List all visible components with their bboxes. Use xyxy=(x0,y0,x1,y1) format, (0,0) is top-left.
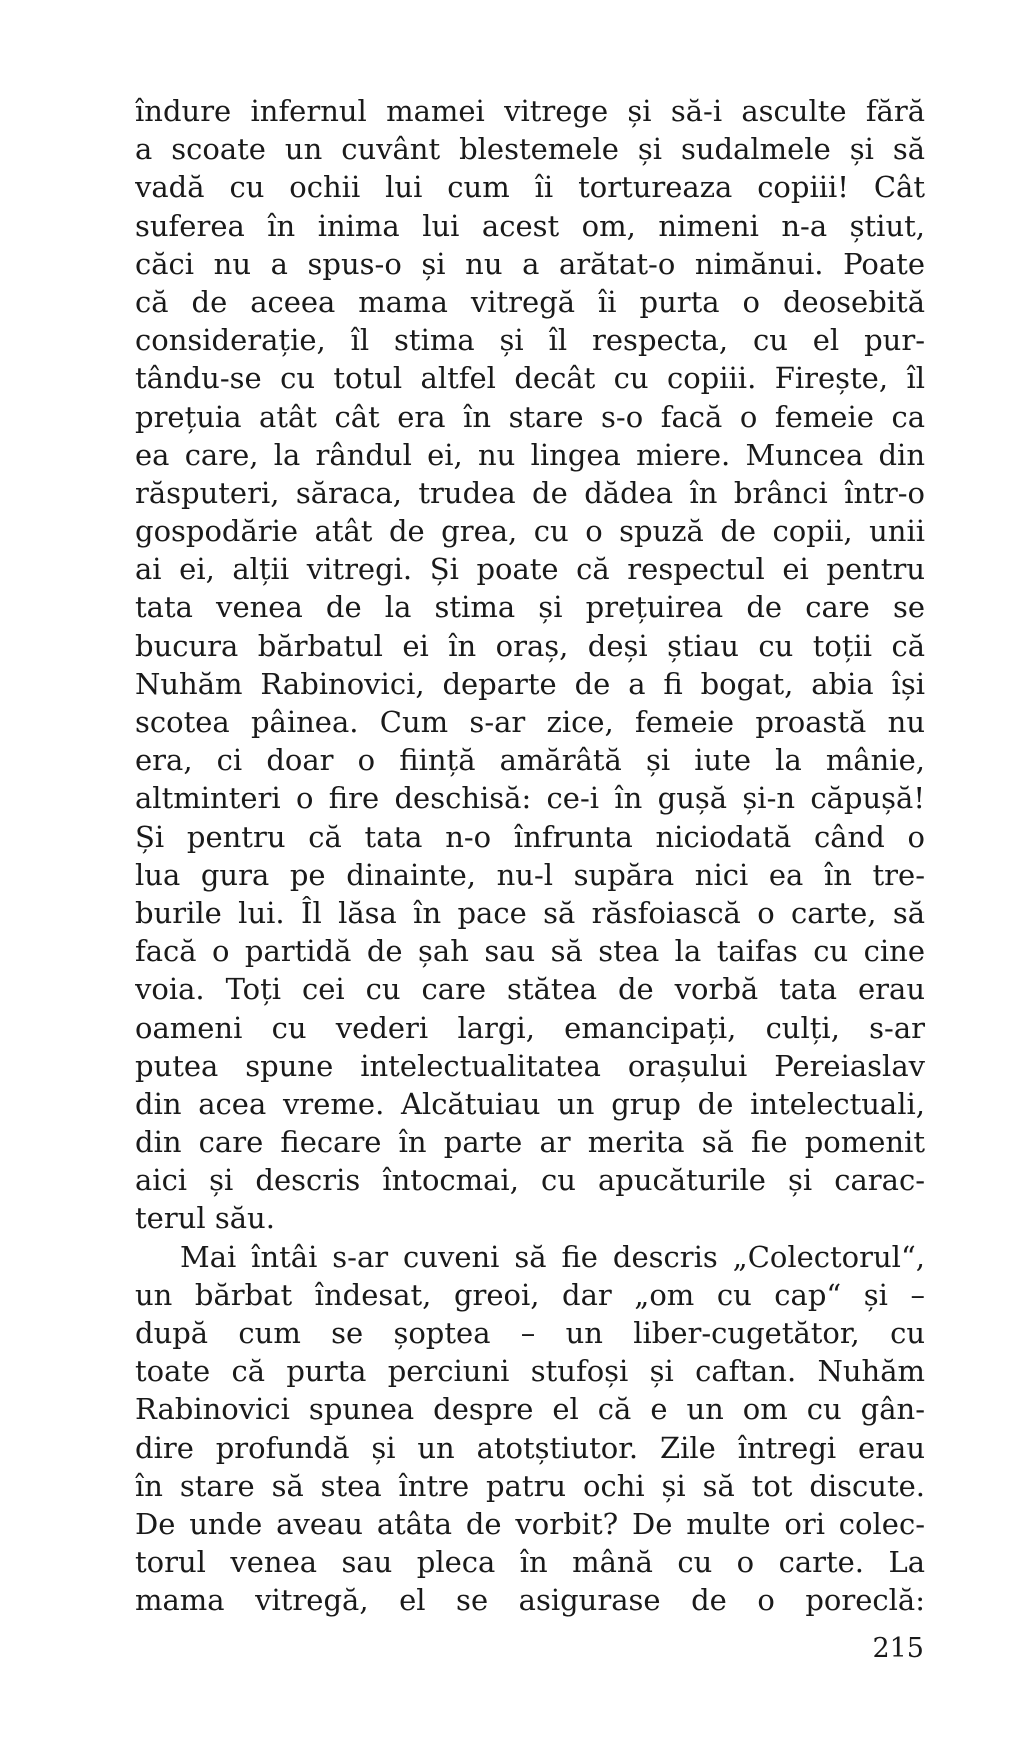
text-line: că de aceea mama vitregă îi purta o deosebită xyxy=(135,284,925,319)
text-line: bucura bărbatul ei în oraș, deși știau cu toții că xyxy=(135,628,925,663)
text-line: Rabinovici spunea despre el că e un om cu gân- xyxy=(135,1392,925,1427)
text-line: căci nu a spus-o și nu a arătat-o nimănui. Poate xyxy=(135,246,925,281)
text-line: Și pentru că tata n-o înfrunta niciodată când o xyxy=(135,819,925,854)
text-line: facă o partidă de șah sau să stea la taifas cu cine xyxy=(135,934,925,969)
text-line: scotea pâinea. Cum s-ar zice, femeie proastă nu xyxy=(135,705,925,739)
text-line: Nuhăm Rabinovici, departe de a fi bogat, abia își xyxy=(135,666,925,701)
text-line: un bărbat îndesat, greoi, dar „om cu cap“ și – xyxy=(135,1277,925,1312)
text-line: De unde aveau atâta de vorbit? De multe ori colec- xyxy=(135,1506,925,1541)
text-line: toate că purta perciuni stufoși și caftan. Nuhăm xyxy=(135,1354,925,1389)
text-line: ea care, la rândul ei, nu lingea miere. Muncea din xyxy=(135,437,925,472)
text-line: a scoate un cuvânt blestemele și sudalmele și să xyxy=(135,132,925,167)
text-line: în stare să stea între patru ochi și să tot discute. xyxy=(135,1468,925,1503)
text-line: oameni cu vederi largi, emancipați, culți, s-ar xyxy=(135,1010,925,1045)
text-line: considerație, îl stima și îl respecta, cu el pur- xyxy=(135,323,925,358)
body-text xyxy=(135,92,925,1620)
text-line: din care fiecare în parte ar merita să fie pomenit xyxy=(135,1125,925,1160)
text-line: îndure infernul mamei vitrege și să-i asculte fără xyxy=(135,94,925,128)
text-line: vadă cu ochii lui cum îi tortureaza copiii! Cât xyxy=(135,170,925,205)
text-line: prețuia atât cât era în stare s-o facă o femeie ca xyxy=(135,399,925,434)
text-line: tându-se cu totul altfel decât cu copiii. Firește, îl xyxy=(135,361,925,396)
text-line: din acea vreme. Alcătuiau un grup de intelectuali, xyxy=(135,1086,925,1121)
paragraph-start-line: Mai întâi s-ar cuveni să fie descris „Colectorul“, xyxy=(180,1239,925,1274)
text-line: putea spune intelectualitatea orașului Pereiaslav xyxy=(135,1048,925,1083)
text-line: era, ci doar o ființă amărâtă și iute la mânie, xyxy=(135,743,925,778)
text-line: dire profundă și un atotștiutor. Zile întregi erau xyxy=(135,1430,925,1465)
text-line: torul venea sau pleca în mână cu o carte. La xyxy=(135,1545,925,1580)
text-line: răsputeri, săraca, trudea de dădea în brânci într-o xyxy=(135,475,925,510)
text-line: gospodărie atât de grea, cu o spuză de copii, unii xyxy=(135,514,925,549)
text-line: mama vitregă, el se asigurase de o poreclă: xyxy=(135,1583,925,1618)
paragraph-end-line: terul său. xyxy=(135,1201,275,1236)
text-line: voia. Toți cei cu care stătea de vorbă tata erau xyxy=(135,972,925,1007)
page-number: 215 xyxy=(872,1633,924,1664)
text-line: după cum se șoptea – un liber-cugetător, cu xyxy=(135,1316,925,1350)
text-line: tata venea de la stima și prețuirea de care se xyxy=(135,590,925,625)
text-line: burile lui. Îl lăsa în pace să răsfoiască o carte, să xyxy=(135,895,925,930)
text-line: aici și descris întocmai, cu apucăturile și carac- xyxy=(135,1163,925,1198)
text-line: altminteri o fire deschisă: ce-i în gușă și-n căpușă! xyxy=(135,781,925,816)
text-line: lua gura pe dinainte, nu-l supăra nici ea în tre- xyxy=(135,857,925,892)
text-line: suferea în inima lui acest om, nimeni n-a știut, xyxy=(135,208,925,243)
text-line: ai ei, alții vitregi. Și poate că respectul ei pentru xyxy=(135,552,925,587)
